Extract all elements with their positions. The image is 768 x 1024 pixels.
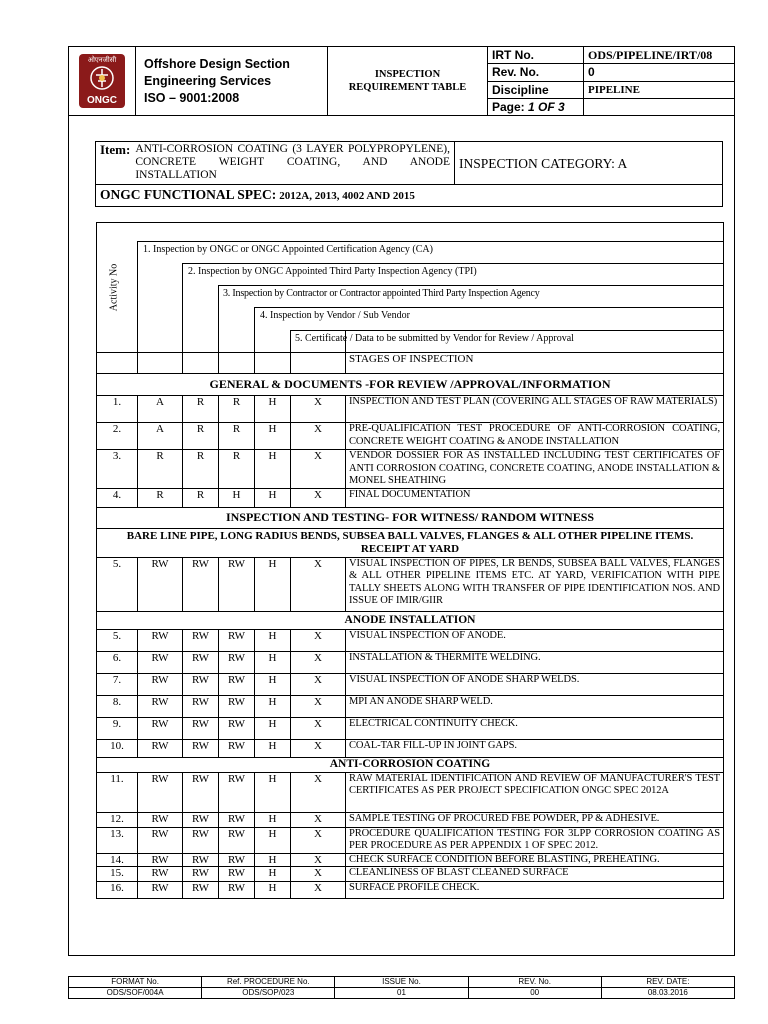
code-cell-c2: RW bbox=[183, 717, 219, 739]
code-cell-c5: X bbox=[291, 423, 346, 450]
table-row bbox=[97, 629, 724, 651]
page-blank-cell bbox=[584, 98, 735, 115]
code-cell-c5: X bbox=[291, 629, 346, 651]
code-cell-c4: H bbox=[255, 867, 291, 882]
footer-format-no: ODS/SOF/004A bbox=[69, 988, 202, 999]
doc-type-line-1: INSPECTION bbox=[374, 69, 441, 80]
code-cell-c2: R bbox=[183, 450, 219, 489]
footer-header-rev-date: REV. DATE: bbox=[601, 977, 734, 988]
code-cell-c3: R bbox=[219, 450, 255, 489]
code-cell-c3: RW bbox=[219, 629, 255, 651]
code-cell-c5: X bbox=[291, 772, 346, 812]
anode-rows bbox=[97, 629, 724, 757]
section-anode: ANODE INSTALLATION bbox=[97, 611, 724, 629]
code-cell-c3: H bbox=[219, 488, 255, 507]
code-cell-c5: X bbox=[291, 853, 346, 867]
section-anode-body bbox=[97, 611, 724, 629]
code-cell-c2: RW bbox=[183, 772, 219, 812]
stage-description: VENDOR DOSSIER FOR AS INSTALLED INCLUDING TEST CERTIFICATES OF ANTI CORROSION COATING, CONCRETE COATING, ANODE INSTALLATION & MONEL SHEATHING bbox=[346, 450, 724, 489]
stages-of-inspection: STAGES OF INSPECTION bbox=[349, 353, 474, 365]
code-cell-c1: RW bbox=[138, 853, 183, 867]
code-cell-c5: X bbox=[291, 651, 346, 673]
stage-description: COAL-TAR FILL-UP IN JOINT GAPS. bbox=[346, 739, 724, 757]
code-cell-c3: RW bbox=[219, 557, 255, 611]
spec-value: 2012A, 2013, 4002 AND 2015 bbox=[279, 190, 415, 202]
code-cell-c4: H bbox=[255, 695, 291, 717]
logo-top-text: ओएनजीसी bbox=[87, 56, 117, 64]
code-cell-c3: RW bbox=[219, 673, 255, 695]
code-cell-c2: RW bbox=[183, 739, 219, 757]
item-description: ANTI-CORROSION COATING (3 LAYER POLYPROPYLENE), CONCRETE WEIGHT COATING, AND ANODE INSTALLATION bbox=[135, 143, 450, 181]
rev-value: 0 bbox=[584, 64, 735, 81]
table-row bbox=[97, 867, 724, 882]
code-cell-c5: X bbox=[291, 882, 346, 899]
table-row bbox=[97, 695, 724, 717]
code-cell-c5: X bbox=[291, 739, 346, 757]
org-cell bbox=[136, 47, 328, 116]
code-cell-c1: A bbox=[138, 396, 183, 423]
activity-number: 7. bbox=[97, 673, 138, 695]
table-row bbox=[97, 651, 724, 673]
code-cell-c3: RW bbox=[219, 739, 255, 757]
activity-no-label: Activity No bbox=[108, 263, 120, 312]
code-cell-c1: RW bbox=[138, 739, 183, 757]
code-cell-c2: RW bbox=[183, 695, 219, 717]
code-cell-c5: X bbox=[291, 396, 346, 423]
general-rows bbox=[97, 396, 724, 508]
code-cell-c4: H bbox=[255, 717, 291, 739]
section-general-body bbox=[97, 374, 724, 396]
code-cell-c4: H bbox=[255, 423, 291, 450]
code-cell-c1: RW bbox=[138, 629, 183, 651]
code-cell-c2: R bbox=[183, 423, 219, 450]
code-cell-c5: X bbox=[291, 673, 346, 695]
stage-description: ELECTRICAL CONTINUITY CHECK. bbox=[346, 717, 724, 739]
code-cell-c1: RW bbox=[138, 557, 183, 611]
code-cell-c3: RW bbox=[219, 695, 255, 717]
activity-number: 4. bbox=[97, 488, 138, 507]
code-cell-c3: RW bbox=[219, 812, 255, 827]
code-cell-c3: RW bbox=[219, 772, 255, 812]
section-bare-pipe: BARE LINE PIPE, LONG RADIUS BENDS, SUBSEA BALL VALVES, FLANGES & ALL OTHER PIPELINE ITEMS. RECEIPT AT YARD bbox=[97, 528, 724, 557]
code-cell-c4: H bbox=[255, 739, 291, 757]
doc-type-line-2: REQUIREMENT TABLE bbox=[348, 82, 467, 93]
code-cell-c5: X bbox=[291, 488, 346, 507]
page-label-cell bbox=[488, 98, 584, 115]
activity-number: 9. bbox=[97, 717, 138, 739]
stage-description: CLEANLINESS OF BLAST CLEANED SURFACE bbox=[346, 867, 724, 882]
activity-number: 14. bbox=[97, 853, 138, 867]
code-cell-c5: X bbox=[291, 450, 346, 489]
code-cell-c1: R bbox=[138, 488, 183, 507]
code-cell-c4: H bbox=[255, 827, 291, 853]
code-cell-c4: H bbox=[255, 557, 291, 611]
section-testing: INSPECTION AND TESTING- FOR WITNESS/ RANDOM WITNESS bbox=[97, 507, 724, 528]
legend-item-3: 3. Inspection by Contractor or Contractor appointed Third Party Inspection Agency bbox=[223, 288, 540, 299]
discipline-value: PIPELINE bbox=[584, 81, 735, 98]
code-cell-c5: X bbox=[291, 695, 346, 717]
code-cell-c4: H bbox=[255, 673, 291, 695]
stage-description: INSPECTION AND TEST PLAN (COVERING ALL STAGES OF RAW MATERIALS) bbox=[346, 396, 724, 423]
code-cell-c2: RW bbox=[183, 853, 219, 867]
section-anti-corrosion-body bbox=[97, 757, 724, 772]
stage-description: INSTALLATION & THERMITE WELDING. bbox=[346, 651, 724, 673]
item-cell bbox=[96, 142, 455, 185]
stage-description: VISUAL INSPECTION OF PIPES, LR BENDS, SUBSEA BALL VALVES, FLANGES & ALL OTHER PIPELINE ITEMS ETC. AT YARD, VERIFICATION WITH PIPE TALLY SHEETS ALONG WITH TRANSFER OF PIPE IDENTIFICATION NOS. AND ISSUE OF IMIR/GIIR bbox=[346, 557, 724, 611]
section-anti-corrosion: ANTI-CORROSION COATING bbox=[97, 757, 724, 772]
code-cell-c1: A bbox=[138, 423, 183, 450]
activity-number: 10. bbox=[97, 739, 138, 757]
footer-rev-date: 08.03.2016 bbox=[601, 988, 734, 999]
footer-header-format: FORMAT No. bbox=[69, 977, 202, 988]
table-row bbox=[97, 396, 724, 423]
code-cell-c1: R bbox=[138, 450, 183, 489]
logo-emblem-icon bbox=[89, 65, 115, 91]
code-cell-c1: RW bbox=[138, 882, 183, 899]
document-header bbox=[68, 46, 735, 116]
table-row bbox=[97, 882, 724, 899]
code-cell-c4: H bbox=[255, 812, 291, 827]
org-line-1: Offshore Design Section bbox=[144, 56, 290, 71]
legend-item-1: 1. Inspection by ONGC or ONGC Appointed Certification Agency (CA) bbox=[143, 244, 433, 255]
code-cell-c5: X bbox=[291, 812, 346, 827]
code-cell-c2: R bbox=[183, 396, 219, 423]
spec-label: ONGC FUNCTIONAL SPEC: bbox=[100, 187, 277, 202]
code-cell-c2: RW bbox=[183, 882, 219, 899]
footer-header-rev: REV. No. bbox=[468, 977, 601, 988]
footer-procedure-no: ODS/SOP/023 bbox=[202, 988, 335, 999]
stage-description: CHECK SURFACE CONDITION BEFORE BLASTING, PREHEATING. bbox=[346, 853, 724, 867]
code-cell-c4: H bbox=[255, 772, 291, 812]
code-cell-c2: RW bbox=[183, 651, 219, 673]
activity-number: 5. bbox=[97, 557, 138, 611]
activity-number: 11. bbox=[97, 772, 138, 812]
activity-number: 15. bbox=[97, 867, 138, 882]
footer-rev-no: 00 bbox=[468, 988, 601, 999]
activity-number: 1. bbox=[97, 396, 138, 423]
code-cell-c4: H bbox=[255, 488, 291, 507]
stage-description: RAW MATERIAL IDENTIFICATION AND REVIEW OF MANUFACTURER'S TEST CERTIFICATES AS PER PROJECT SPECIFICATION ONGC SPEC 2012A bbox=[346, 772, 724, 812]
table-row bbox=[97, 717, 724, 739]
code-cell-c4: H bbox=[255, 853, 291, 867]
code-cell-c4: H bbox=[255, 450, 291, 489]
code-cell-c3: RW bbox=[219, 827, 255, 853]
code-cell-c5: X bbox=[291, 717, 346, 739]
table-row bbox=[97, 557, 724, 611]
irt-label: IRT No. bbox=[488, 47, 584, 64]
code-cell-c3: R bbox=[219, 423, 255, 450]
table-row bbox=[97, 673, 724, 695]
logo-cell bbox=[69, 47, 136, 116]
ongc-logo bbox=[79, 54, 125, 108]
footer-header-issue: ISSUE No. bbox=[335, 977, 468, 988]
code-cell-c4: H bbox=[255, 651, 291, 673]
table-row bbox=[97, 739, 724, 757]
stage-description: VISUAL INSPECTION OF ANODE SHARP WELDS. bbox=[346, 673, 724, 695]
spec-cell bbox=[96, 185, 723, 207]
code-cell-c5: X bbox=[291, 867, 346, 882]
table-row bbox=[97, 423, 724, 450]
code-cell-c3: RW bbox=[219, 853, 255, 867]
bare-pipe-rows bbox=[97, 557, 724, 611]
activity-number: 13. bbox=[97, 827, 138, 853]
table-row bbox=[97, 772, 724, 812]
stage-description: SURFACE PROFILE CHECK. bbox=[346, 882, 724, 899]
stage-description: PROCEDURE QUALIFICATION TESTING FOR 3LPP CORROSION COATING AS PER PROCEDURE AS PER APPENDIX 1 OF SPEC 2012. bbox=[346, 827, 724, 853]
legend-matrix bbox=[96, 222, 724, 374]
activity-number: 3. bbox=[97, 450, 138, 489]
code-cell-c1: RW bbox=[138, 651, 183, 673]
table-row bbox=[97, 827, 724, 853]
activity-number: 16. bbox=[97, 882, 138, 899]
table-row bbox=[97, 853, 724, 867]
code-cell-c2: RW bbox=[183, 867, 219, 882]
code-cell-c2: RW bbox=[183, 827, 219, 853]
activity-number: 2. bbox=[97, 423, 138, 450]
org-line-2: Engineering Services bbox=[144, 73, 272, 88]
org-line-3: ISO – 9001:2008 bbox=[144, 90, 240, 105]
logo-bottom-text: ONGC bbox=[87, 95, 117, 106]
activity-number: 12. bbox=[97, 812, 138, 827]
stage-description: FINAL DOCUMENTATION bbox=[346, 488, 724, 507]
page-value: 1 OF 3 bbox=[528, 99, 565, 114]
table-row bbox=[97, 812, 724, 827]
discipline-label: Discipline bbox=[488, 81, 584, 98]
code-cell-c2: RW bbox=[183, 629, 219, 651]
code-cell-c4: H bbox=[255, 629, 291, 651]
legend-item-2: 2. Inspection by ONGC Appointed Third Party Inspection Agency (TPI) bbox=[188, 266, 477, 277]
code-cell-c3: RW bbox=[219, 882, 255, 899]
document-footer bbox=[68, 976, 735, 999]
irt-value: ODS/PIPELINE/IRT/08 bbox=[584, 47, 735, 64]
doc-type-cell bbox=[328, 47, 488, 116]
code-cell-c3: RW bbox=[219, 717, 255, 739]
footer-header-procedure: Ref. PROCEDURE No. bbox=[202, 977, 335, 988]
legend-item-4: 4. Inspection by Vendor / Sub Vendor bbox=[260, 310, 410, 321]
code-cell-c5: X bbox=[291, 827, 346, 853]
item-block bbox=[95, 141, 723, 207]
activity-number: 5. bbox=[97, 629, 138, 651]
anti-corrosion-rows bbox=[97, 772, 724, 899]
section-general: GENERAL & DOCUMENTS -FOR REVIEW /APPROVAL/INFORMATION bbox=[97, 374, 724, 396]
code-cell-c3: RW bbox=[219, 651, 255, 673]
activity-number: 6. bbox=[97, 651, 138, 673]
code-cell-c4: H bbox=[255, 396, 291, 423]
section-testing-body bbox=[97, 507, 724, 557]
code-cell-c4: H bbox=[255, 882, 291, 899]
legend-item-5: 5. Certificate / Data to be submitted by Vendor for Review / Approval bbox=[295, 333, 574, 344]
code-cell-c1: RW bbox=[138, 812, 183, 827]
code-cell-c1: RW bbox=[138, 717, 183, 739]
code-cell-c1: RW bbox=[138, 867, 183, 882]
page-label: Page: bbox=[492, 99, 525, 114]
code-cell-c2: RW bbox=[183, 673, 219, 695]
code-cell-c5: X bbox=[291, 557, 346, 611]
stage-description: MPI AN ANODE SHARP WELD. bbox=[346, 695, 724, 717]
footer-issue-no: 01 bbox=[335, 988, 468, 999]
stage-description: SAMPLE TESTING OF PROCURED FBE POWDER, PP & ADHESIVE. bbox=[346, 812, 724, 827]
code-cell-c3: R bbox=[219, 396, 255, 423]
item-label: Item: bbox=[100, 142, 131, 157]
code-cell-c2: R bbox=[183, 488, 219, 507]
table-row bbox=[97, 488, 724, 507]
inspection-category: INSPECTION CATEGORY: A bbox=[455, 142, 723, 185]
inspection-table bbox=[96, 373, 724, 899]
code-cell-c2: RW bbox=[183, 557, 219, 611]
code-cell-c1: RW bbox=[138, 673, 183, 695]
code-cell-c2: RW bbox=[183, 812, 219, 827]
stage-description: PRE-QUALIFICATION TEST PROCEDURE OF ANTI-CORROSION COATING, CONCRETE WEIGHT COATING & ANODE INSTALLATION bbox=[346, 423, 724, 450]
code-cell-c1: RW bbox=[138, 772, 183, 812]
code-cell-c1: RW bbox=[138, 695, 183, 717]
activity-number: 8. bbox=[97, 695, 138, 717]
code-cell-c3: RW bbox=[219, 867, 255, 882]
table-row bbox=[97, 450, 724, 489]
code-cell-c1: RW bbox=[138, 827, 183, 853]
rev-label: Rev. No. bbox=[488, 64, 584, 81]
stage-description: VISUAL INSPECTION OF ANODE. bbox=[346, 629, 724, 651]
